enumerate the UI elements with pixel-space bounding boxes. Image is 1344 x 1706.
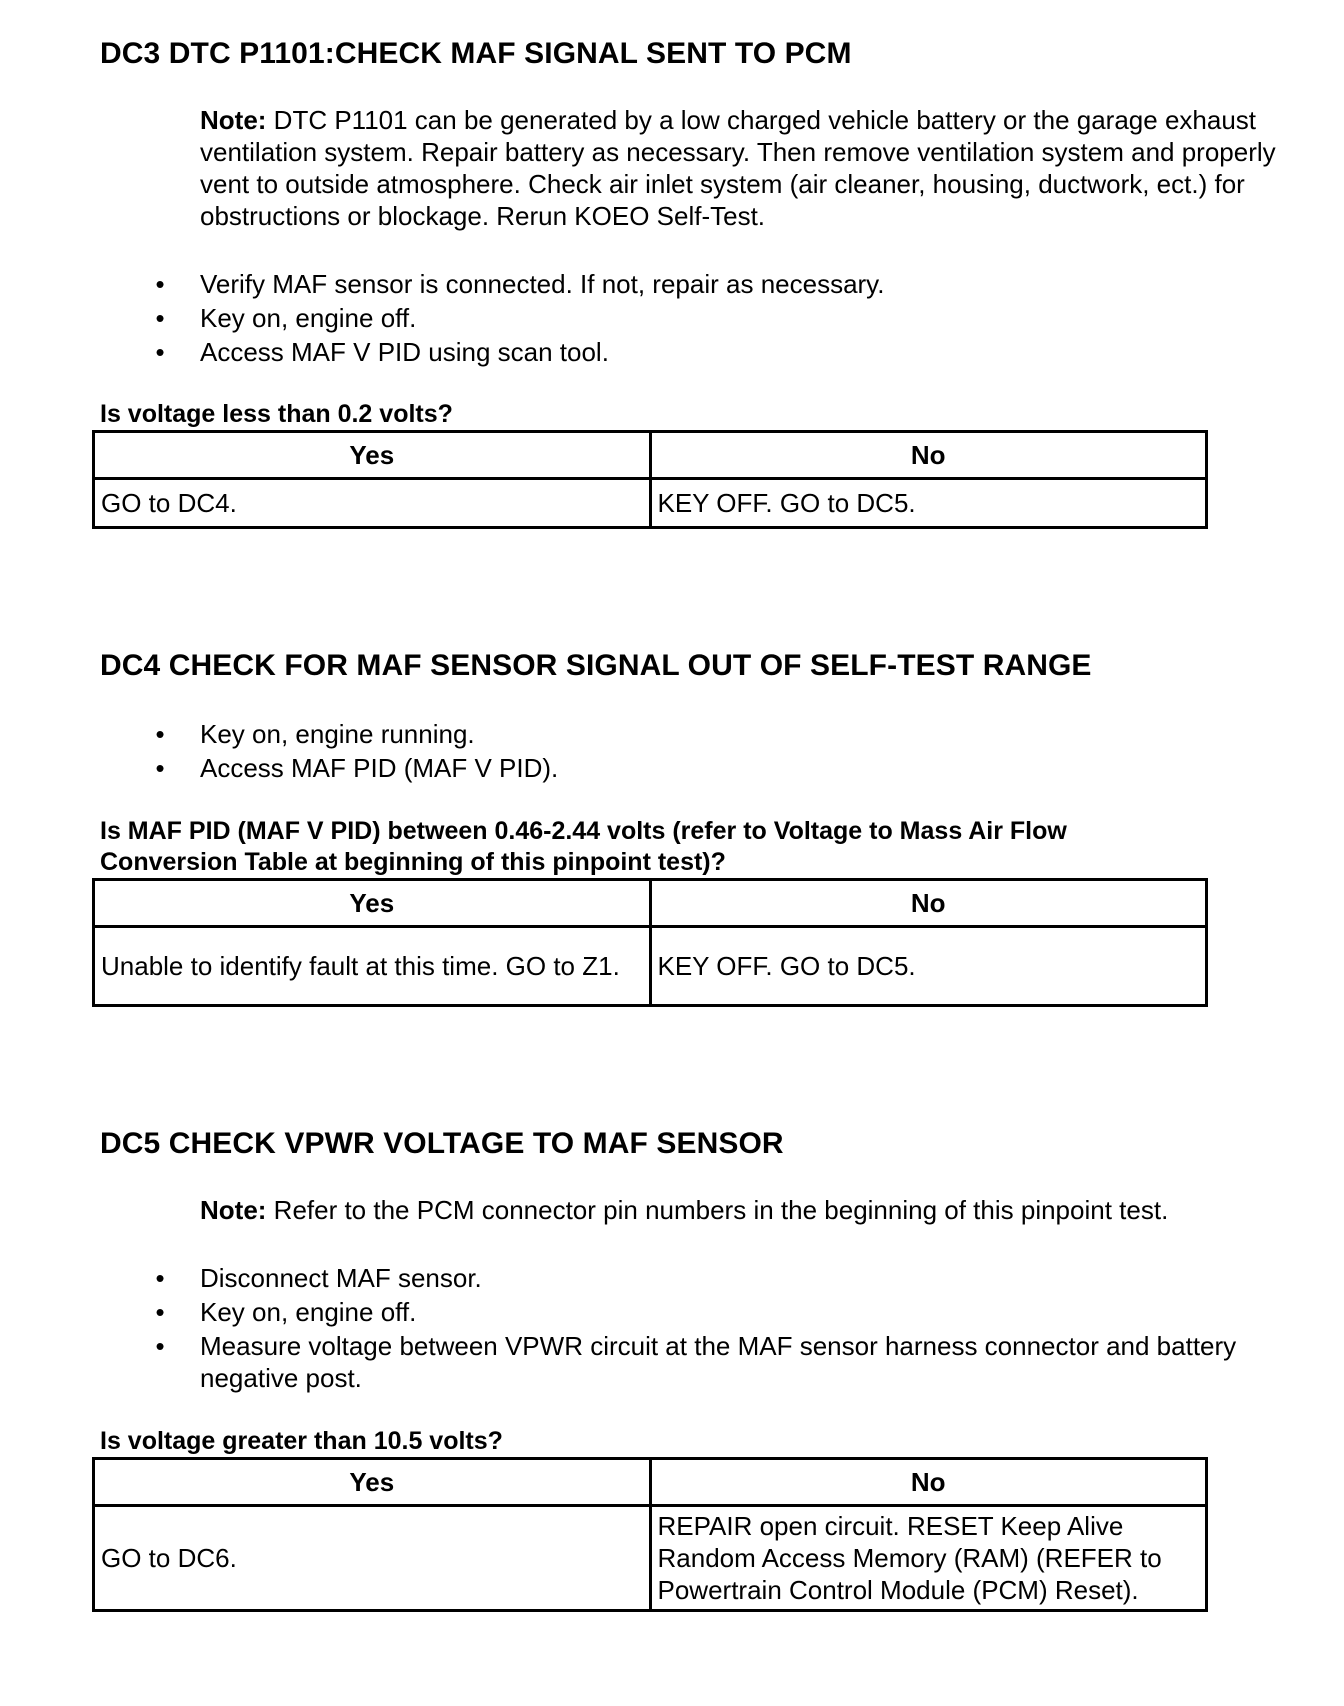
question-text: Is voltage greater than 10.5 volts? (100, 1427, 503, 1455)
yes-no-table (92, 430, 1208, 529)
yes-header: Yes (94, 1459, 651, 1506)
question-text: Is MAF PID (MAF V PID) between 0.46-2.44 volts (refer to Voltage to Mass Air Flow Conversion Table at beginning of this pinpoint test)? (100, 817, 1067, 876)
yes-no-table (92, 878, 1208, 1007)
yes-header: Yes (94, 880, 651, 927)
step-item: • Key on, engine running. (100, 718, 1290, 750)
step-list (100, 268, 1290, 368)
bullet-icon: • (155, 1331, 165, 1361)
step-item: • Measure voltage between VPWR circuit at the MAF sensor harness connector and battery negative post. (100, 1330, 1290, 1394)
table-row (94, 927, 1207, 1006)
question-text: Is voltage less than 0.2 volts? (100, 400, 453, 428)
step-item: • Access MAF PID (MAF V PID). (100, 752, 1290, 784)
no-header: No (650, 432, 1207, 479)
step-list (100, 1262, 1290, 1394)
section-note (200, 1194, 1290, 1226)
section-heading: DC5 CHECK VPWR VOLTAGE TO MAF SENSOR (100, 1127, 784, 1160)
yes-header: Yes (94, 432, 651, 479)
bullet-icon: • (155, 269, 165, 299)
bullet-icon: • (155, 1297, 165, 1327)
step-item: • Access MAF V PID using scan tool. (100, 336, 1290, 368)
yes-action: GO to DC4. (94, 479, 651, 528)
no-action: KEY OFF. GO to DC5. (650, 479, 1207, 528)
step-item: • Key on, engine off. (100, 1296, 1290, 1328)
bullet-icon: • (155, 1263, 165, 1293)
step-item: • Key on, engine off. (100, 302, 1290, 334)
yes-no-table (92, 1457, 1208, 1612)
section-note (200, 104, 1290, 232)
bullet-icon: • (155, 303, 165, 333)
note-text: Refer to the PCM connector pin numbers in the beginning of this pinpoint test. (266, 1195, 1169, 1225)
bullet-icon: • (155, 753, 165, 783)
yes-action: GO to DC6. (94, 1506, 651, 1611)
step-item: • Disconnect MAF sensor. (100, 1262, 1290, 1294)
note-text: DTC P1101 can be generated by a low charged vehicle battery or the garage exhaust ventilation system. Repair battery as necessary. Then remove ventilation system and properly vent to outside atmosphere. Check air inlet system (air cleaner, housing, ductwork, ect.) for obstructions or blockage. Rerun KOEO Self-Test. (200, 105, 1276, 231)
step-item: • Verify MAF sensor is connected. If not, repair as necessary. (100, 268, 1290, 300)
table-row (94, 479, 1207, 528)
section-dc3 (100, 36, 1290, 529)
yes-action: Unable to identify fault at this time. GO to Z1. (94, 927, 651, 1006)
bullet-icon: • (155, 719, 165, 749)
section-heading: DC4 CHECK FOR MAF SENSOR SIGNAL OUT OF SELF-TEST RANGE (100, 649, 1092, 682)
table-header-row (94, 880, 1207, 927)
step-list (100, 718, 1290, 784)
table-header-row (94, 432, 1207, 479)
table-row (94, 1506, 1207, 1611)
no-action: KEY OFF. GO to DC5. (650, 927, 1207, 1006)
no-action: REPAIR open circuit. RESET Keep Alive Random Access Memory (RAM) (REFER to Powertrain Control Module (PCM) Reset). (650, 1506, 1207, 1611)
note-label: Note: (200, 105, 267, 135)
table-header-row (94, 1459, 1207, 1506)
note-label: Note: (200, 1195, 267, 1225)
no-header: No (650, 880, 1207, 927)
section-dc5 (100, 1126, 1290, 1612)
bullet-icon: • (155, 337, 165, 367)
section-dc4 (100, 648, 1290, 1007)
no-header: No (650, 1459, 1207, 1506)
section-heading: DC3 DTC P1101:CHECK MAF SIGNAL SENT TO PCM (100, 37, 852, 70)
